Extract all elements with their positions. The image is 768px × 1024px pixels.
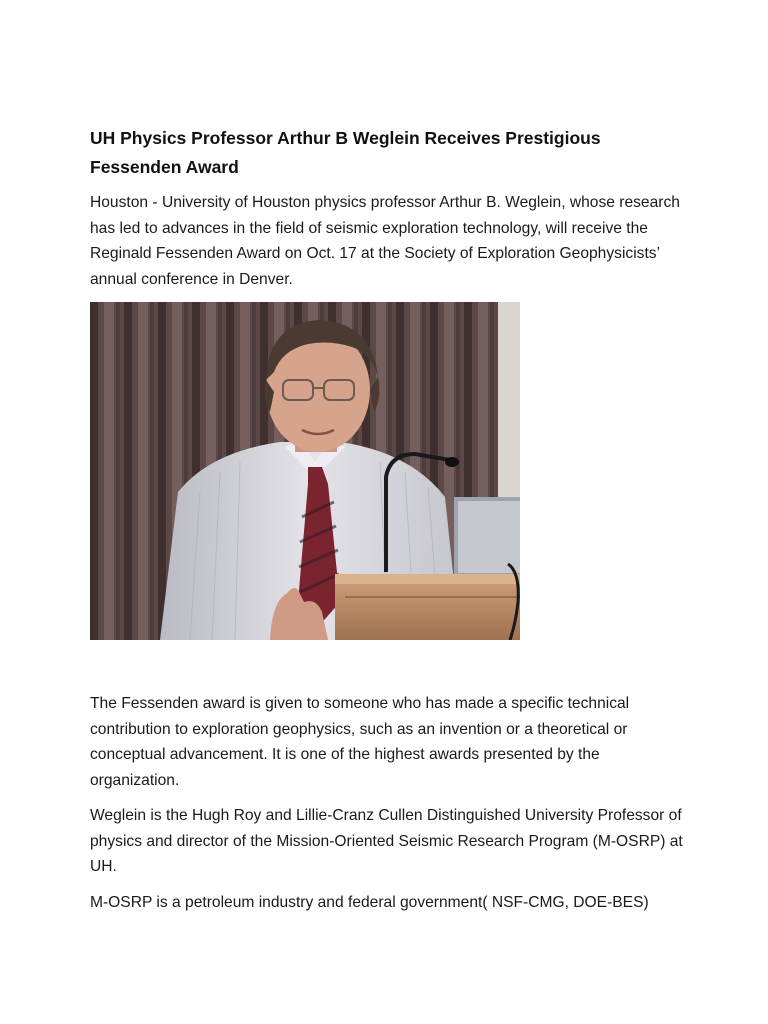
paragraph-award-description: The Fessenden award is given to someone who has made a specific technical contribution to exploration geophysics, such as an invention or a theoretical or conceptual advancement. It is one of the highest awards presented by the organization. <box>90 695 630 789</box>
paragraph-mosrp: M-OSRP is a petroleum industry and federal government( NSF-CMG, DOE-BES) <box>90 893 649 911</box>
paragraph-intro: Houston - University of Houston physics professor Arthur B. Weglein, whose research has led to advances in the field of seismic exploration technology, will receive the Reginald Fessenden Award on Oct. 17 at the Society of Exploration Geophysicists’ annual conference in Denver. <box>90 194 680 288</box>
paragraph-weglein-title: Weglein is the Hugh Roy and Lillie-Cranz Cullen Distinguished University Professor of physics and director of the Mission-Oriented Seismic Research Program (M-OSRP) at UH. <box>90 807 683 875</box>
professor-photo <box>90 302 520 640</box>
article-title: UH Physics Professor Arthur B Weglein Receives Prestigious Fessenden Award <box>90 128 601 177</box>
article-body <box>90 124 690 925</box>
